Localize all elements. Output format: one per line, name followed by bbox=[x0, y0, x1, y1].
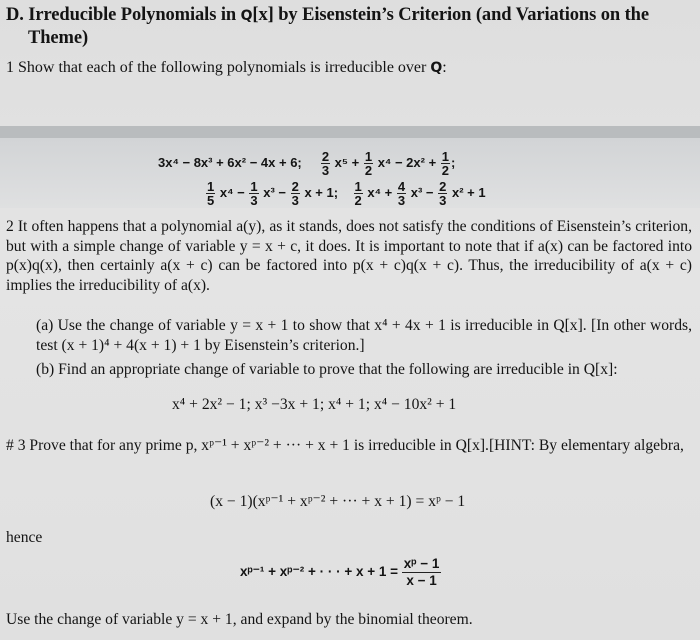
problem-2-part-b: (b) Find an appropriate change of variable to prove that the following are irreducible in Q[x]: bbox=[36, 361, 618, 378]
problem-1-colon: : bbox=[442, 59, 447, 76]
fraction: $\frac{4}{3}$ bbox=[397, 179, 406, 208]
problem-3-statement: # 3 Prove that for any prime p, xᵖ⁻¹ + xᵖ⁻² + ··· + x + 1 is irreducible in Q[x].[HINT: By elementary algebra, bbox=[6, 437, 684, 454]
formula-lhs: xᵖ⁻¹ + xᵖ⁻² + · · · + x + 1 = bbox=[240, 564, 398, 580]
polynomial-d-part: x² + 1 bbox=[452, 184, 486, 200]
hence-word: hence bbox=[6, 529, 43, 546]
fraction: $\frac{1}{3}$ bbox=[250, 179, 258, 208]
fraction-numerator: xᵖ − 1 bbox=[403, 556, 440, 571]
problem-2-part-a: (a) Use the change of variable y = x + 1 to show that x⁴ + 4x + 1 is irreducible in Q[x]. [In other words, test (x + 1)⁴ + 4(x + 1) + 1 by Eisenstein’s criterion.] bbox=[36, 317, 692, 354]
problem-3-hint-closing: Use the change of variable y = x + 1, and expand by the binomial theorem. bbox=[6, 611, 473, 628]
fraction: $\frac{2}{3}$ bbox=[321, 149, 330, 178]
polynomial-row-2 bbox=[205, 180, 486, 207]
fraction: $\frac{1}{2}$ bbox=[441, 149, 450, 178]
problem-1-statement bbox=[6, 59, 447, 77]
problem-2-polynomial-list: x⁴ + 2x² − 1; x³ −3x + 1; x⁴ + 1; x⁴ − 10x² + 1 bbox=[172, 396, 457, 413]
rational-q-symbol: Q bbox=[240, 8, 253, 24]
fraction-denominator: x − 1 bbox=[406, 573, 437, 588]
polynomial-c-part: x³ − bbox=[263, 184, 286, 200]
rational-q-symbol: Q bbox=[430, 60, 443, 76]
problem-2-intro: 2 It often happens that a polynomial a(y), as it stands, does not satisfy the conditions of Eisenstein’s criterion, but with a simple change of variable y = x + c, it does. It is important to note that if a(x) can be factored into p(x)q(x), then certainly a(x + c) can be factored into p(x + c)q(x + c). Thus, the irreducibility of a(x + c) implies the irreducibility of a(x). bbox=[6, 218, 692, 294]
title-text-2: [x] by Eisenstein’s Criterion (and Variations on the bbox=[252, 5, 649, 25]
title-text-3: Theme) bbox=[28, 28, 89, 48]
fraction: $\frac{2}{3}$ bbox=[291, 179, 299, 208]
section-title bbox=[6, 4, 696, 49]
polynomial-d-part: x⁴ + bbox=[367, 184, 393, 200]
polynomial-a: 3x⁴ − 8x³ + 6x² − 4x + 6; bbox=[158, 154, 302, 170]
photo-shadow-band bbox=[0, 126, 700, 138]
polynomial-b-part: x⁴ − 2x² + bbox=[377, 154, 437, 170]
problem-3-formula bbox=[240, 556, 441, 589]
fraction: $\frac{2}{3}$ bbox=[439, 179, 447, 208]
polynomial-c-part: x + 1; bbox=[304, 184, 339, 200]
polynomial-c-part: x⁴ − bbox=[219, 184, 245, 200]
fraction: $\frac{1}{5}$ bbox=[207, 179, 215, 208]
polynomial-b-part: x⁵ + bbox=[334, 154, 360, 170]
problem-3-identity: (x − 1)(xᵖ⁻¹ + xᵖ⁻² + ··· + x + 1) = xᵖ − 1 bbox=[210, 493, 466, 510]
polynomial-row-1: 3x⁴ − 8x³ + 6x² − 4x + 6; $\frac{2}{3}$ x⁵ + $\frac{1}{2}$ x⁴ − 2x² + $\frac{1}{2}$ ; bbox=[158, 149, 456, 178]
fraction: $\frac{1}{2}$ bbox=[364, 149, 373, 178]
title-text-1: D. Irreducible Polynomials in bbox=[6, 5, 237, 25]
fraction: $\frac{1}{2}$ bbox=[354, 179, 362, 208]
fraction bbox=[402, 556, 442, 589]
polynomial-d-part: x³ − bbox=[410, 184, 434, 200]
problem-1-text: 1 Show that each of the following polynomials is irreducible over bbox=[6, 59, 427, 76]
